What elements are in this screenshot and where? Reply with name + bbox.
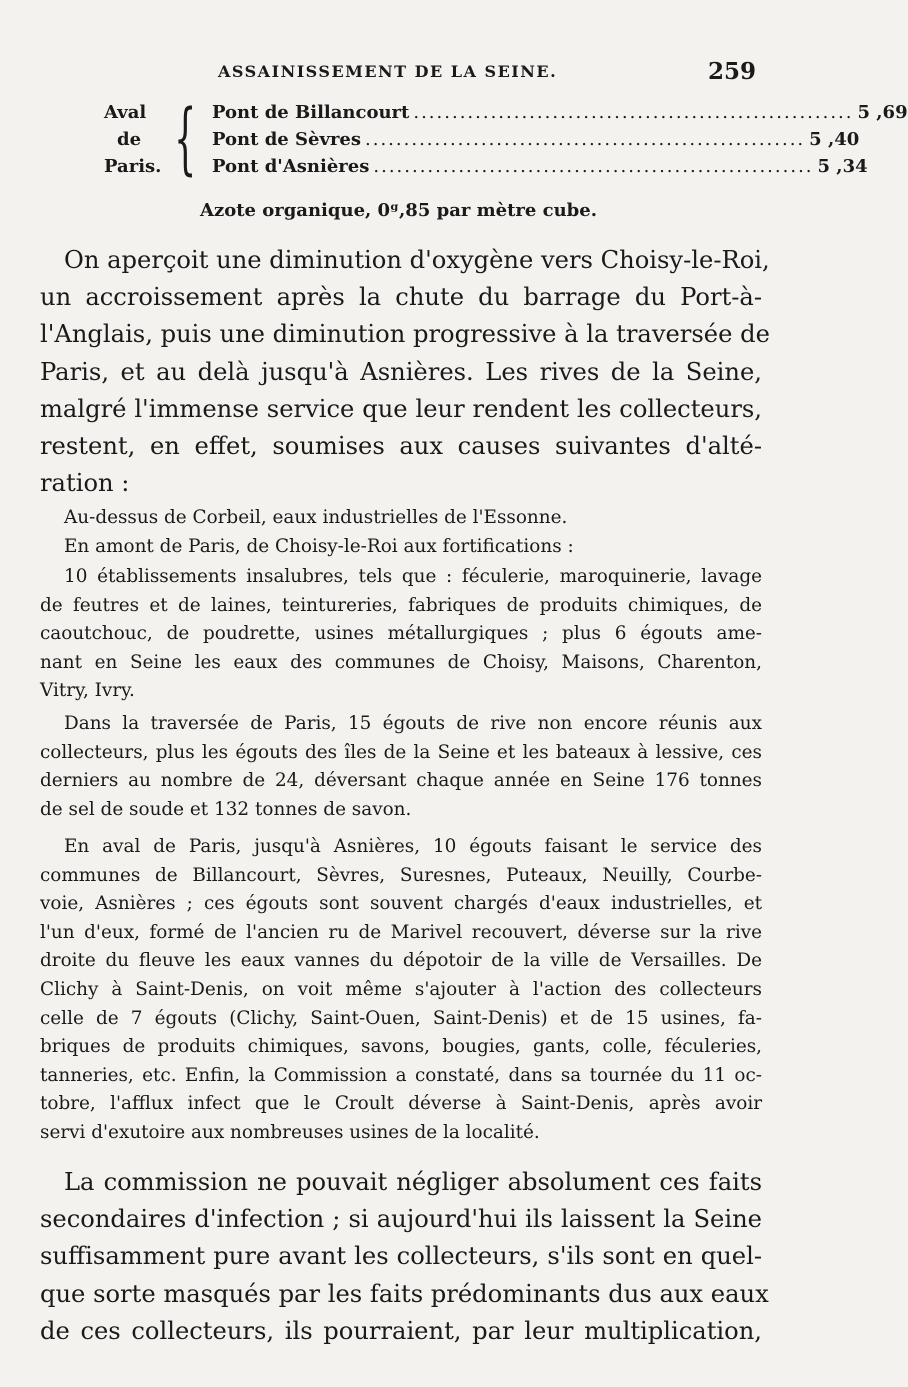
text-line: La commission ne pouvait négliger absolument ces faits — [64, 1168, 762, 1196]
leader-dots: ......................................................... — [365, 129, 806, 150]
text-line: que sorte masqués par les faits prédominants dus aux eaux — [40, 1279, 769, 1308]
text-line: l'Anglais, puis une diminution progressive à la traversée de — [40, 320, 770, 349]
table-row — [212, 129, 860, 155]
text-line: voie, Asnières ; ces égouts sont souvent chargés d'eaux industrielles, et — [40, 893, 762, 915]
running-header — [0, 58, 800, 88]
text-line: Paris, et au delà jusqu'à Asnières. Les rives de la Seine, — [40, 357, 762, 386]
text-line: collecteurs, plus les égouts des îles de la Seine et les bateaux à lessive, ces — [40, 741, 762, 763]
table-row — [212, 102, 908, 128]
table-row-name: Pont de Billancourt — [212, 102, 410, 123]
page-number: 259 — [708, 58, 757, 85]
running-title: ASSAINISSEMENT DE LA SEINE. — [218, 62, 558, 81]
table-row-value: 5 ,34 — [817, 156, 868, 177]
text-line: On aperçoit une diminution d'oxygène vers Choisy-le-Roi, — [64, 246, 770, 274]
text-line: Vitry, Ivry. — [40, 680, 135, 702]
text-line: droite du fleuve les eaux vannes du dépotoir de la ville de Versailles. De — [40, 950, 762, 972]
table-row-value: 5 ,69 — [857, 102, 908, 123]
text-line: Clichy à Saint-Denis, on voit même s'ajouter à l'action des collecteurs — [40, 978, 762, 1000]
list-item-essonne — [40, 504, 762, 533]
text-line: de feutres et de laines, teintureries, fabriques de produits chimiques, de — [40, 594, 762, 616]
list-item-aval — [40, 833, 762, 1148]
text-line: un accroissement après la chute du barrage du Port-à- — [40, 283, 762, 312]
paragraph-1 — [40, 242, 770, 502]
nitrogen-table — [0, 94, 908, 224]
text-line: nant en Seine les eaux des communes de Choisy, Maisons, Charenton, — [40, 651, 762, 673]
table-row-name: Pont de Sèvres — [212, 129, 362, 150]
text-line: 10 établissements insalubres, tels que : féculerie, maroquinerie, lavage — [64, 566, 762, 587]
leader-dots: ......................................................... — [373, 156, 814, 177]
text-line: celle de 7 égouts (Clichy, Saint-Ouen, Saint-Denis) et de 15 usines, fa- — [40, 1007, 762, 1029]
side-label-de: de — [117, 129, 142, 150]
text-line: de ces collecteurs, ils pourraient, par leur multiplication, — [40, 1316, 762, 1345]
text-line: de sel de soude et 132 tonnes de savon. — [40, 798, 412, 820]
list-item-amont — [40, 533, 762, 562]
table-row-value: 5 ,40 — [809, 129, 860, 150]
text-line: ration : — [40, 469, 130, 498]
brace-icon: { — [174, 94, 197, 184]
text-line: derniers au nombre de 24, déversant chaque année en Seine 176 tonnes — [40, 770, 762, 792]
text-line: restent, en effet, soumises aux causes suivantes d'alté- — [40, 431, 762, 460]
text-line: malgré l'immense service que leur rendent les collecteurs, — [40, 394, 762, 423]
text-line: communes de Billancourt, Sèvres, Suresnes, Puteaux, Neuilly, Courbe- — [40, 864, 762, 886]
leader-dots: ......................................................... — [413, 102, 854, 123]
text-line: Au-dessus de Corbeil, eaux industrielles de l'Essonne. — [64, 507, 568, 528]
text-line: secondaires d'infection ; si aujourd'hui ils laissent la Seine — [40, 1205, 762, 1234]
list-item-etablissements — [40, 563, 762, 706]
paragraph-2 — [40, 1164, 769, 1350]
text-line: caoutchouc, de poudrette, usines métallurgiques ; plus 6 égouts ame- — [40, 623, 762, 645]
list-item-traversee — [40, 710, 762, 824]
side-label-aval: Aval — [104, 102, 147, 123]
text-line: servi d'exutoire aux nombreuses usines de la localité. — [40, 1121, 540, 1143]
table-row-name: Pont d'Asnières — [212, 156, 370, 177]
text-line: Dans la traversée de Paris, 15 égouts de rive non encore réunis aux — [64, 713, 762, 734]
text-line: l'un d'eux, formé de l'ancien ru de Marivel recouvert, déverse sur la rive — [40, 921, 762, 943]
text-line: suffisamment pure avant les collecteurs, s'ils sont en quel- — [40, 1242, 762, 1271]
side-label-paris: Paris. — [104, 156, 162, 177]
text-line: briques de produits chimiques, savons, bougies, gants, colle, féculeries, — [40, 1036, 762, 1058]
text-line: tobre, l'afflux infect que le Croult déverse à Saint-Denis, après avoir — [40, 1093, 762, 1115]
table-row — [212, 156, 868, 182]
text-line: En aval de Paris, jusqu'à Asnières, 10 égouts faisant le service des — [64, 836, 762, 857]
text-line: tanneries, etc. Enfin, la Commission a constaté, dans sa tournée du 11 oc- — [40, 1064, 762, 1086]
table-note: Azote organique, 0ᵍ,85 par mètre cube. — [200, 200, 597, 221]
text-line: En amont de Paris, de Choisy-le-Roi aux fortifications : — [64, 536, 574, 557]
